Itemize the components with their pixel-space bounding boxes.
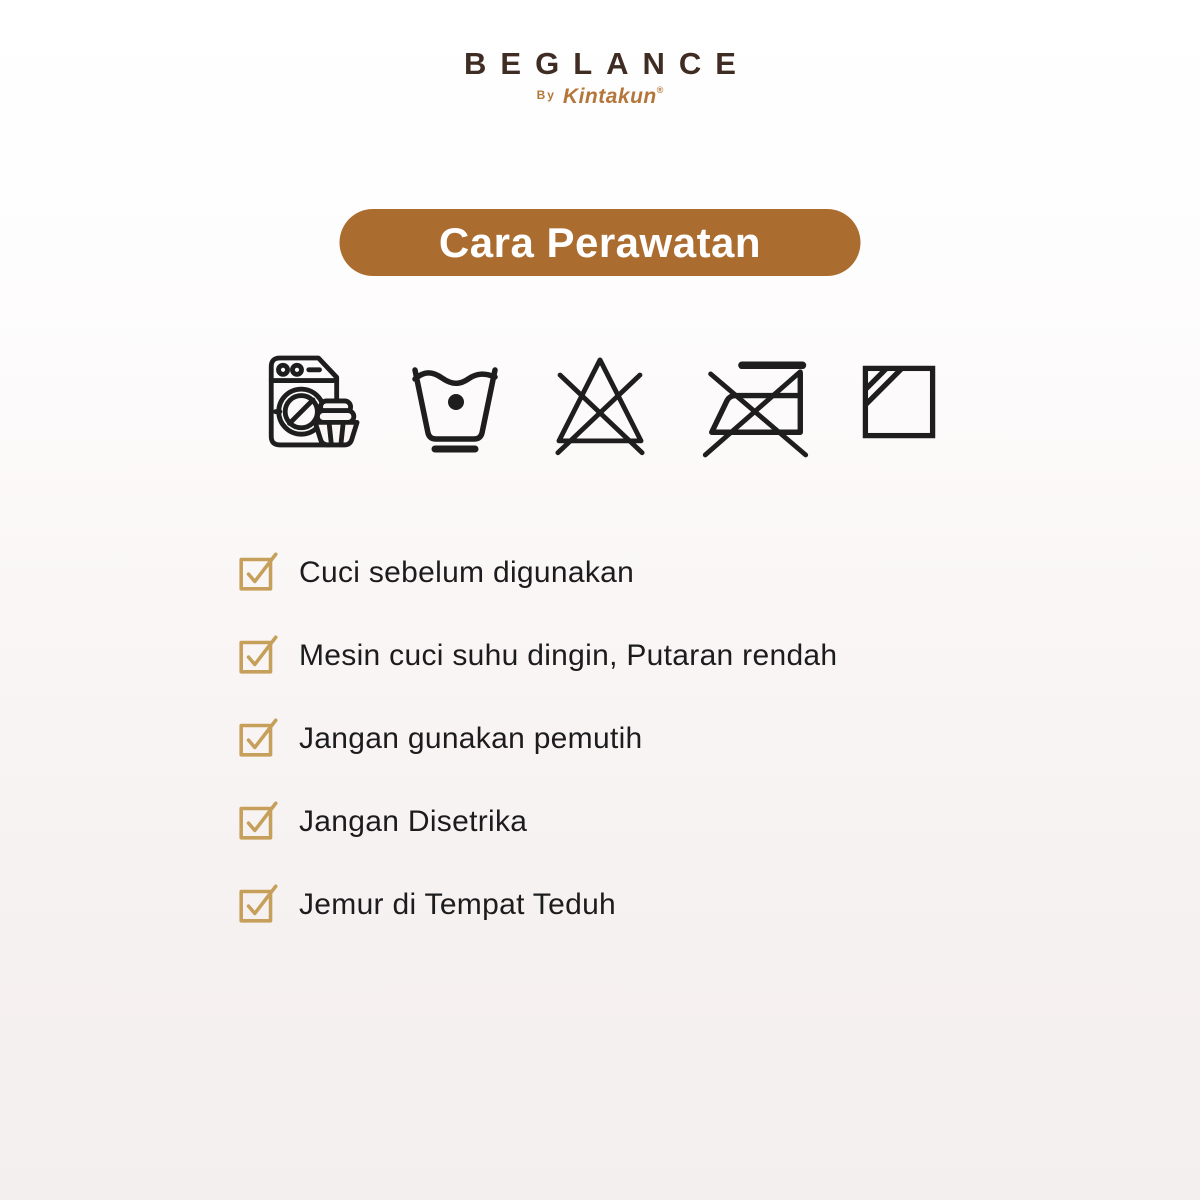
section-title: Cara Perawatan: [438, 218, 762, 266]
list-item: [237, 882, 837, 928]
list-item: [237, 550, 837, 596]
section-title-pill: [340, 209, 861, 276]
do-not-bleach-icon: [539, 348, 661, 456]
registered-trademark-mark: ®: [656, 85, 664, 95]
dry-in-shade-icon: [851, 348, 947, 456]
checked-checkbox-icon: [237, 882, 281, 929]
checked-checkbox-icon: [237, 633, 281, 680]
byline-name: Kintakun: [562, 85, 657, 108]
checklist-item-label: Jangan gunakan pemutih: [299, 722, 643, 755]
checklist-item-label: Cuci sebelum digunakan: [299, 556, 635, 589]
brand-byline: [0, 85, 1200, 109]
care-checklist: [237, 550, 837, 965]
byline-prefix: By: [536, 88, 556, 102]
brand-name: BEGLANCE: [464, 46, 750, 81]
hand-wash-cold-icon: [405, 348, 505, 456]
list-item: [237, 716, 837, 762]
checked-checkbox-icon: [237, 716, 281, 763]
list-item: [237, 633, 837, 679]
checked-checkbox-icon: [237, 550, 281, 597]
checked-checkbox-icon: [237, 799, 281, 846]
list-item: [237, 799, 837, 845]
checklist-item-label: Jemur di Tempat Teduh: [299, 888, 617, 921]
washing-machine-icon: [253, 348, 371, 456]
brand-logo: [0, 46, 1200, 109]
checklist-item-label: Mesin cuci suhu dingin, Putaran rendah: [299, 639, 838, 672]
care-symbols-row: [0, 348, 1200, 456]
checklist-item-label: Jangan Disetrika: [299, 805, 528, 838]
do-not-iron-icon: [695, 348, 817, 456]
